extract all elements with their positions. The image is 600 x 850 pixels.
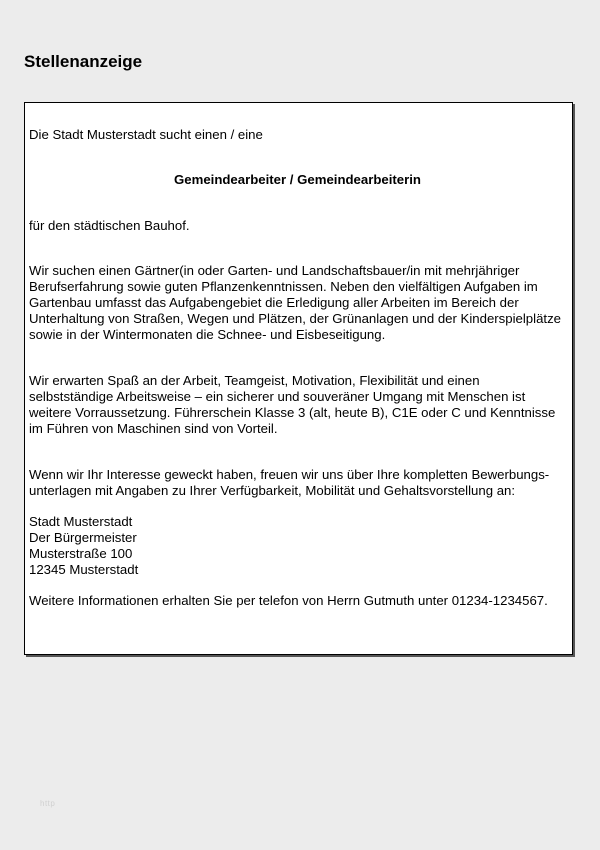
contact-paragraph: Weitere Informationen erhalten Sie per telefon von Herrn Gutmuth unter 01234-1234567. [29, 593, 548, 608]
address-line: Musterstraße 100 [29, 546, 133, 561]
address-line: 12345 Musterstadt [29, 562, 139, 577]
job-ad-box [24, 102, 573, 655]
job-title: Gemeindearbeiter / Gemeindearbeiterin [174, 172, 421, 187]
page-title: Stellenanzeige [24, 52, 143, 71]
intro-text: Die Stadt Musterstadt sucht einen / eine [29, 127, 263, 142]
address-block [29, 514, 566, 578]
bauhof-line: für den städtischen Bauhof. [29, 218, 190, 233]
requirements-paragraph: Wir suchen einen Gärtner(in oder Garten- und Landschaftsbauer/in mit mehrjähriger Berufserfahrung sowie guten Pflanzenkenntnissen. Neben den vielfältigen Aufgaben im Gartenbau umfasst das Aufgabengebiet die Erledigung aller Arbeiten im Bereich der Unterhaltung von Straßen, Wegen und Plätzen, der Grünanlagen und der Kinderspielplätze sowie in der Wintermonaten die Schnee- und Eisbeseitigung. [29, 263, 561, 342]
interest-paragraph: Wenn wir Ihr Interesse geweckt haben, freuen wir uns über Ihre kompletten Bewerbungs-unterlagen mit Angaben zu Ihrer Verfügbarkeit, Mobilität und Gehaltsvorstellung an: [29, 467, 550, 498]
address-line: Der Bürgermeister [29, 530, 137, 545]
address-line: Stadt Musterstadt [29, 514, 133, 529]
expectations-paragraph: Wir erwarten Spaß an der Arbeit, Teamgeist, Motivation, Flexibilität und einen selbstständige Arbeitsweise – ein sicherer und souveräner Umgang mit Menschen ist weitere Vorraussetzung. Führerschein Klasse 3 (alt, heute B), C1E oder C und Kenntnisse im Führen von Maschinen sind von Vorteil. [29, 373, 556, 436]
watermark: http [40, 799, 56, 808]
